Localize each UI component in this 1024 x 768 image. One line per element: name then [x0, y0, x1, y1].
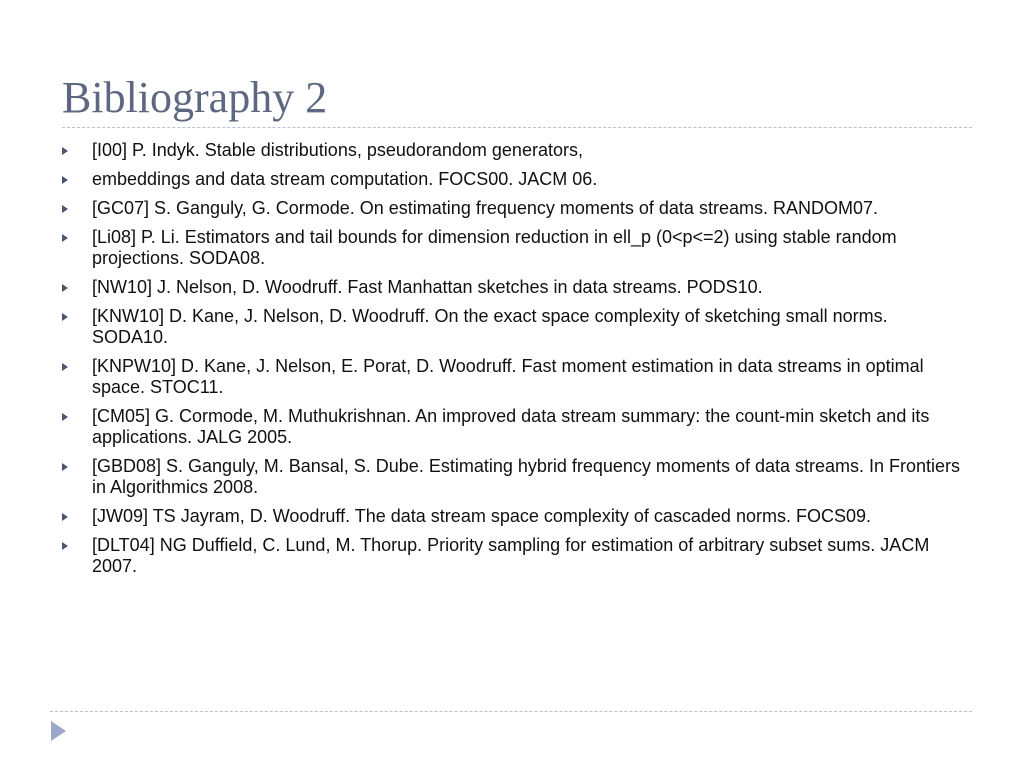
bibliography-entry-text: [KNW10] D. Kane, J. Nelson, D. Woodruff. On the exact space complexity of sketching small norms. SODA10.: [92, 306, 888, 347]
bibliography-entry: [62, 169, 962, 190]
bibliography-list: [62, 140, 962, 585]
bibliography-entry: [62, 506, 962, 527]
bullet-arrow-icon: [62, 205, 68, 213]
bibliography-entry: [62, 535, 962, 577]
bibliography-entry-text: [KNPW10] D. Kane, J. Nelson, E. Porat, D. Woodruff. Fast moment estimation in data streams in optimal space. STOC11.: [92, 356, 924, 397]
bibliography-entry-text: [DLT04] NG Duffield, C. Lund, M. Thorup. Priority sampling for estimation of arbitrary subset sums. JACM 2007.: [92, 535, 930, 576]
bibliography-entry: [62, 406, 962, 448]
bibliography-entry-text: [Li08] P. Li. Estimators and tail bounds for dimension reduction in ell_p (0<p<=2) using stable random projections. SODA08.: [92, 227, 897, 268]
bullet-arrow-icon: [62, 463, 68, 471]
bullet-arrow-icon: [62, 147, 68, 155]
play-arrow-icon: [51, 721, 66, 741]
bibliography-entry: [62, 198, 962, 219]
slide-title: Bibliography 2: [62, 73, 328, 122]
bullet-arrow-icon: [62, 513, 68, 521]
title-divider: [62, 127, 972, 128]
bibliography-entry: [62, 306, 962, 348]
bibliography-entry-text: [NW10] J. Nelson, D. Woodruff. Fast Manhattan sketches in data streams. PODS10.: [92, 277, 763, 297]
bullet-arrow-icon: [62, 542, 68, 550]
bullet-arrow-icon: [62, 234, 68, 242]
bibliography-entry-text: [GBD08] S. Ganguly, M. Bansal, S. Dube. Estimating hybrid frequency moments of data streams. In Frontiers in Algorithmics 2008.: [92, 456, 961, 497]
bullet-arrow-icon: [62, 176, 68, 184]
bullet-arrow-icon: [62, 363, 68, 371]
bibliography-entry-text: [JW09] TS Jayram, D. Woodruff. The data stream space complexity of cascaded norms. FOCS09.: [92, 506, 871, 526]
bibliography-entry: [62, 456, 962, 498]
bibliography-entry-text: [I00] P. Indyk. Stable distributions, pseudorandom generators,: [92, 140, 583, 160]
bibliography-entry: [62, 227, 962, 269]
bibliography-entry-text: embeddings and data stream computation. FOCS00. JACM 06.: [92, 169, 598, 189]
bullet-arrow-icon: [62, 313, 68, 321]
bibliography-entry: [62, 277, 962, 298]
bibliography-entry: [62, 140, 962, 161]
footer-divider: [50, 711, 972, 712]
bibliography-entry: [62, 356, 962, 398]
bibliography-entry-text: [GC07] S. Ganguly, G. Cormode. On estimating frequency moments of data streams. RANDOM07.: [92, 198, 878, 218]
bibliography-entry-text: [CM05] G. Cormode, M. Muthukrishnan. An improved data stream summary: the count-min sketch and its applications. JALG 2005.: [92, 406, 930, 447]
bullet-arrow-icon: [62, 413, 68, 421]
bullet-arrow-icon: [62, 284, 68, 292]
